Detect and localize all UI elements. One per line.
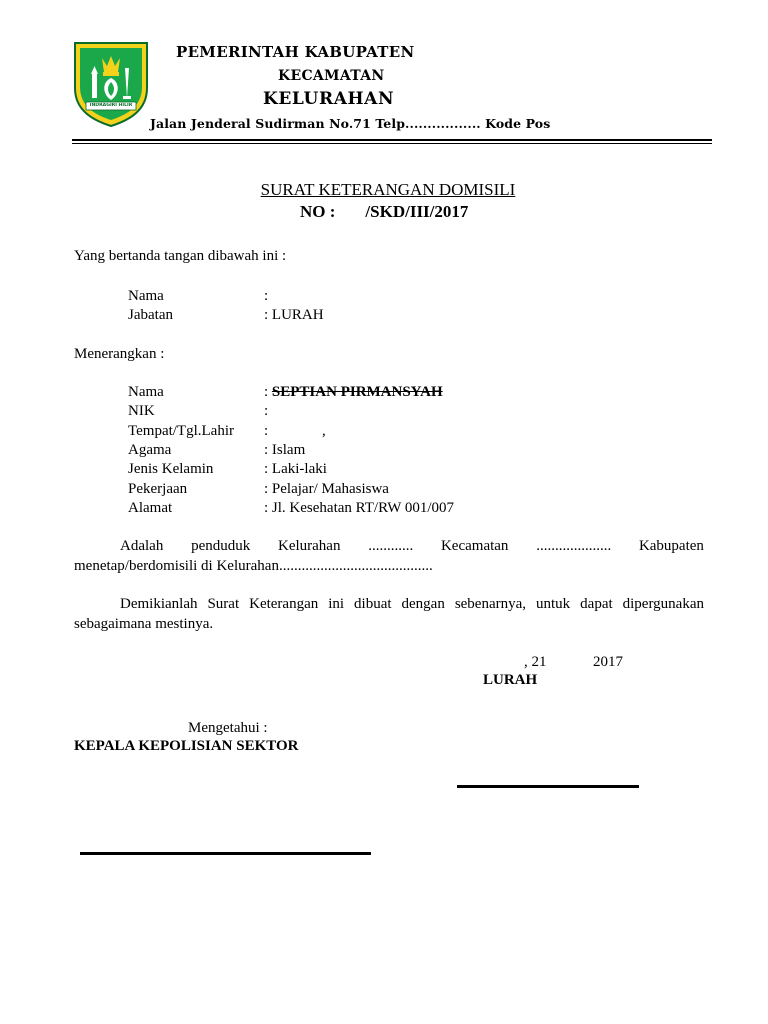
p1-word: Kabupaten <box>638 538 704 554</box>
signer-name-value: : <box>264 288 269 304</box>
document-number <box>300 202 468 222</box>
paragraph-closing-line1: Demikianlah Surat Keterangan ini dibuat dengan sebenarnya, untuk dapat dipergunakan <box>120 596 704 612</box>
resident-birth-value: : <box>264 423 269 439</box>
document-number-prefix: NO : <box>300 202 336 221</box>
resident-religion-label: Agama <box>128 442 172 458</box>
p1-word: Kelurahan <box>278 538 341 554</box>
paragraph-closing-line2: sebagaimana mestinya. <box>74 616 214 632</box>
date-year: 2017 <box>593 654 623 670</box>
letterhead-address: Jalan Jenderal Sudirman No.71 Telp................. Kode Pos <box>150 116 551 131</box>
resident-name: SEPTIAN PIRMANSYAH <box>271 384 443 400</box>
p1-word: Kecamatan <box>440 538 509 554</box>
resident-gender-label: Jenis Kelamin <box>128 461 214 477</box>
signer-position-value: : LURAH <box>264 307 324 323</box>
date-day: , 21 <box>524 654 547 670</box>
signer-name-label: Nama <box>128 288 164 304</box>
letterhead-government: PEMERINTAH KABUPATEN <box>176 43 415 61</box>
letterhead-district: KECAMATAN <box>278 68 385 84</box>
signer-title: LURAH <box>483 672 538 688</box>
acknowledged-text: Mengetahui : <box>188 720 268 736</box>
paragraph-residency-line2: menetap/berdomisili di Kelurahan......................................... <box>74 558 433 574</box>
resident-name-value <box>264 384 443 401</box>
lurah-signature-line <box>457 785 639 788</box>
resident-occupation-label: Pekerjaan <box>128 481 188 497</box>
logo-motto: INDRAGIRI HILIR <box>89 103 133 108</box>
police-title: KEPALA KEPOLISIAN SEKTOR <box>74 738 299 754</box>
letterhead-divider-thin <box>72 143 712 144</box>
intro-text: Yang bertanda tangan dibawah ini : <box>74 248 287 264</box>
document-title: SURAT KETERANGAN DOMISILI <box>260 180 516 199</box>
resident-birth-label: Tempat/Tgl.Lahir <box>128 423 234 439</box>
states-text: Menerangkan : <box>74 346 165 362</box>
p1-word: penduduk <box>191 538 251 554</box>
resident-nik-value: : <box>264 403 269 419</box>
resident-name-colon: : <box>264 384 272 400</box>
resident-occupation-value: : Pelajar/ Mahasiswa <box>264 481 389 497</box>
signer-position-label: Jabatan <box>128 307 173 323</box>
p1-word: ............ <box>368 538 414 554</box>
paragraph-residency-line1 <box>120 538 704 555</box>
letterhead-divider <box>72 139 712 141</box>
letterhead-village: KELURAHAN <box>263 89 395 109</box>
police-signature-line <box>80 852 371 855</box>
resident-birth-comma: , <box>322 423 326 439</box>
resident-nik-label: NIK <box>128 403 155 419</box>
resident-gender-value: : Laki-laki <box>264 461 327 477</box>
p1-word: .................... <box>536 538 612 554</box>
resident-address-value: : Jl. Kesehatan RT/RW 001/007 <box>264 500 455 516</box>
resident-name-label: Nama <box>128 384 164 400</box>
resident-address-label: Alamat <box>128 500 173 516</box>
resident-religion-value: : Islam <box>264 442 306 458</box>
document-number-value: /SKD/III/2017 <box>365 202 469 221</box>
p1-word: Adalah <box>120 538 164 554</box>
regency-logo <box>72 40 150 128</box>
